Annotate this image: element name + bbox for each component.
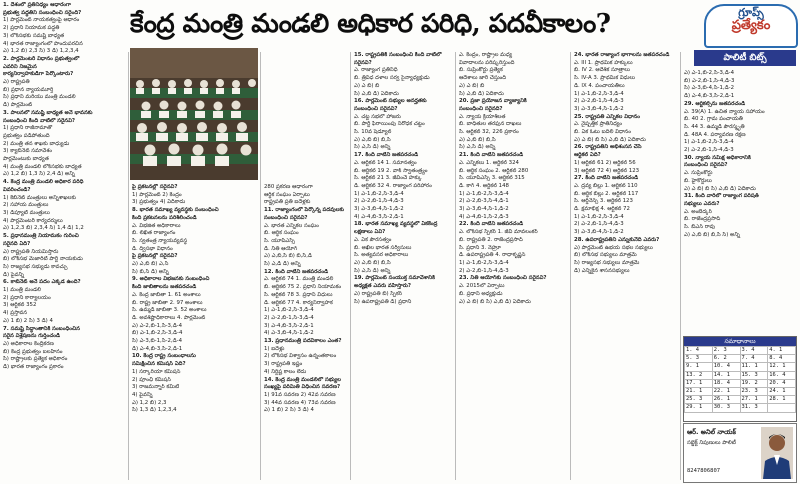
option-text: బి. ఆర్థిక బిల్లు 2. ఆర్టికల్ 117 [574, 190, 639, 197]
option-text: డి. ఉపరాష్ట్రపతి 4. రాధాకృష్ణన్ [459, 252, 526, 259]
option-text: సి. బీఎన్ రావు [684, 224, 715, 231]
question-column-1 [3, 2, 127, 482]
option-text: 1) ఎ-1,బి-2,సి-3,డి-4 [684, 139, 734, 146]
option-text: సి) ఎ,సి డి) అన్నీ [354, 267, 391, 274]
column-divider [350, 52, 351, 480]
option-text: బి. రాజేంద్రప్రసాద్ [684, 216, 721, 223]
question-text: 23. నీతి ఆయోగ్‌కు సంబంధించి సరైనవి? [459, 275, 547, 282]
option-text: బి. ప్రధాని అధ్యక్షుడు [459, 290, 503, 297]
question-text: 11. రాజ్యాంగంలో పేర్కొన్న పదవులకు [264, 207, 345, 214]
option-text: ఎ. న్యాయ క్రియాశీలత [459, 113, 506, 120]
author-box [683, 423, 797, 483]
option-text: 4) ప్రస్తావన [3, 310, 28, 317]
option-text: ఎ. ఎన్నికలు 1. ఆర్టికల్ 324 [459, 159, 519, 166]
option-text: ఎ. ఆర్టికల్ 14 1. సమానత్వం [354, 159, 417, 166]
option-text: ఆదేశాలు జారీ చేస్తుంది [459, 75, 507, 82]
question-text: 4. కేంద్ర మంత్రి మండలి అధికార పరిధి [3, 179, 84, 186]
option-text: బి) కేంద్ర ప్రభుత్వం బలహీనం [3, 348, 63, 355]
question-text: సంబంధించి సరైనది? [459, 105, 503, 112]
question-column-5 [459, 52, 569, 482]
question-text: సరైనవి? [354, 59, 372, 66]
answers-row [685, 347, 796, 355]
answers-box [683, 336, 797, 422]
option-text: బి. సుప్రీంకోర్టు ప్రత్యేక [459, 67, 503, 74]
answer-cell: 16. 4 [768, 371, 796, 379]
answer-cell: 7. 4 [740, 355, 768, 363]
question-text: కింది జాబితాలను జతపరచండి [132, 284, 197, 291]
option-text: 1) 91వ సవరణ 2) 42వ సవరణ [264, 391, 336, 398]
answer-cell: 9. 1 [685, 363, 713, 371]
option-text: ఎ. ఆర్టికల్ 74 1. మంత్రి మండలి [264, 276, 334, 283]
question-column-7 [684, 70, 796, 332]
column-divider [260, 52, 261, 480]
option-text: డి. ద్విసభా విధానం [132, 245, 173, 252]
answer-cell: 24. 1 [768, 388, 796, 396]
option-text: రాష్ట్రపతి ప్రతి ఐదేళ్లకు [264, 199, 311, 206]
page-headline: కేంద్ర మంత్రి మండలి అధికార పరిధి, పదవీకాలం? [130, 9, 611, 39]
option-text: బి) ఎ-1,బి-2,సి-3,డి-4 [132, 330, 183, 337]
option-text: సి. 44 3. ఉమ్మడి పౌరస్మృతి [684, 123, 745, 130]
option-text: బి. ఆర్థిక సంఘం [264, 230, 299, 237]
option-text: సి. ఆర్టికల్ 32, 226 ప్రకారం [459, 129, 519, 136]
option-text: 2) ఎ-2,బి-1,సి-4,డి-3 [354, 198, 404, 205]
option-text: సి. అత్యవసర అధికారాలు [354, 252, 409, 259]
option-text: సి) ఎ,సి డి) అన్నీ [354, 144, 391, 151]
answers-title: సమాధానాలు [684, 337, 796, 346]
answer-cell: 21. 1 [685, 388, 713, 396]
option-text: బి. ఆర్టికల్ 75 2. ప్రధాని నియామకం [264, 284, 342, 291]
option-text: 3) ప్రభుత్వం 4) ఏదీకాదు [132, 199, 186, 206]
answer-cell: 20. 4 [768, 379, 796, 387]
option-text: 3) రాజమన్నార్ కమిటీ [132, 384, 180, 391]
option-text: 1) ఎ-1,బి-2,సి-3,డి-4 [459, 259, 509, 266]
answer-cell: 4. 1 [768, 347, 796, 355]
option-text: ఎ) 1 బి) 2 సి) 3 డి) 4 [264, 407, 314, 414]
option-text: 4) మంత్రి మండలి లోక్‌సభకు బాధ్యత [3, 163, 82, 170]
option-text: 3) క్యాబినెట్ సమావేశం [3, 148, 52, 155]
option-text: డి) ఎన్నికైన శాసనసభ్యులు [574, 267, 630, 274]
question-text: పై ప్రకటనల్లో సరైనవి? [132, 253, 178, 260]
option-text: డి. ఆర్టికల్ 77 4. కార్యనిర్వాహక [264, 299, 333, 306]
option-text: 2) ప్రధాని కార్యాలయం [3, 294, 51, 301]
answer-cell: 14. 1 [712, 371, 740, 379]
question-text: 6. కాబినెట్ అనే పదం ఎక్కడ ఉంది? [3, 279, 81, 286]
option-text: డి. అవశిష్టాధికారాలు 4. పార్లమెంట్ [132, 314, 206, 321]
option-text: 3) ఎ-4,బి-3,సి-2,డి-1 [264, 322, 314, 329]
option-text: బి. బాధితుల తరఫున దాఖలు [459, 121, 522, 128]
answer-cell: 5. 3 [685, 355, 713, 363]
question-text: సంబంధించి సరైనవి? [264, 214, 308, 221]
question-column-6 [574, 52, 679, 482]
option-text: సి. యూపీఎస్సీ [264, 237, 295, 244]
parliament-photo [130, 48, 258, 180]
option-text: సి) ఉపరాష్ట్రపతి డి) ప్రధాని [354, 298, 412, 305]
answer-cell: 26. 1 [712, 396, 740, 404]
option-text: ఎ. రాజ్యాంగ ప్రతినిధి [354, 67, 398, 74]
option-text: బి) ఎ-2,బి-1,సి-4,డి-3 [684, 77, 735, 84]
option-text: 1) పార్లమెంట్ 2) కేంద్రం [132, 191, 182, 198]
question-text: సంఖ్యపై పరిమితి విధించిన సవరణ? [264, 384, 341, 391]
answers-row [685, 404, 796, 412]
option-text: 1) ఎ-1,బి-2,సి-3,డి-4 [354, 190, 404, 197]
option-text: 4) పార్లమెంటరీ కార్యదర్శులు [3, 217, 63, 224]
option-text: సి) రాష్ట్రాలకు ప్రత్యేక అధికారం [3, 356, 68, 363]
question-column-2 [132, 184, 258, 482]
topic-bar: పాలిటీ బిట్స్ [694, 50, 796, 66]
option-text: బి) లోక్‌సభ సభ్యులు మాత్రమే [574, 252, 637, 259]
option-text: బి. లిఖిత రాజ్యాంగం [132, 230, 176, 237]
answer-cell: 27. 1 [740, 396, 768, 404]
option-text: ఎ. సుప్రీంకోర్టు [684, 170, 713, 177]
option-text: 2) సహాయ మంత్రులు [3, 202, 49, 209]
option-text: 1) పార్లమెంట్ నాయకత్వంపై ఆధారం [3, 17, 80, 24]
option-text: 1) ఎ-1,బి-2,సి-3,డి-4 [264, 307, 314, 314]
answer-cell: 12. 1 [768, 363, 796, 371]
option-text: ఎ) ఎ-1,బి-2,సి-3,డి-4 [684, 70, 735, 76]
option-text: వివాదాలను పరిష్కరిస్తుంది [459, 59, 515, 66]
option-text: 3) డిప్యూటీ మంత్రులు [3, 209, 50, 216]
answer-cell: 2. 3 [712, 347, 740, 355]
option-text: 280 ప్రకరణ ఆధారంగా [264, 184, 313, 190]
question-text: 21. కింది వాటిని జతపరచండి [459, 152, 524, 159]
option-text: ఎ. లోక్‌సభ స్పీకర్ 1. జీవీ మావలంకర్ [459, 229, 538, 236]
option-text: సి. 10వ షెడ్యూల్ [354, 129, 392, 136]
option-text: సి. స్వతంత్ర న్యాయవ్యవస్థ [132, 237, 188, 244]
question-text: 28. ఉపరాష్ట్రపతిని ఎన్నుకునేది ఎవరు? [574, 236, 660, 243]
option-text: ఎ. అంబేద్కర్ [684, 208, 712, 215]
option-text: 4) భారత రాజ్యాంగంలో పొందుపరచిన [3, 40, 83, 47]
option-text: సి) ఎ,బి డి) ఏదీకాదు [354, 90, 399, 97]
option-text: బి) ప్రధాన న్యాయమూర్తి [3, 86, 54, 93]
option-text: డి. ఆర్టికల్ 32 4. రాజ్యాంగ పరిహారం [354, 182, 432, 189]
option-text: బి. రాష్ట్ర జాబితా 2. 97 అంశాలు [132, 299, 203, 306]
answer-cell: 1. 4 [685, 347, 713, 355]
option-text: ఎ. కేంద్ర జాబితా 1. 61 అంశాలు [132, 291, 201, 298]
option-text: ఎ) 1,2 బి) 2,3 సి) 3 డి) 1,2,3,4 [3, 48, 79, 55]
question-column-3 [264, 184, 349, 482]
option-text: 3) ఎ-3,బి-4,సి-1,డి-2 [574, 229, 624, 236]
option-text: 2) లోక్‌సభ విశ్వాసం ఉన్నంతకాలం [264, 353, 337, 360]
question-text: పై ప్రకటనల్లో సరైనవి? [132, 184, 178, 190]
option-text: 3) రాష్ట్రపతి ఇష్టం [264, 361, 303, 368]
question-text: 7. సమష్టి సిద్ధాంతానికి సంబంధించిన [3, 325, 80, 332]
option-text: ఎ. ద్రవ్య బిల్లు 1. ఆర్టికల్ 110 [574, 182, 638, 189]
option-text: బి. ఏక ఓటు బదిలీ విధానం [574, 129, 631, 136]
question-text: 12. కింది వాటిని జతపరచండి [264, 268, 329, 275]
option-text: 4) ఎ-4,బి-1,సి-2,డి-3 [459, 213, 509, 220]
question-text: 25. రాష్ట్రపతి ఎన్నికల విధానం [574, 113, 641, 120]
option-text: 4) ఎ-3,బి-4,సి-1,డి-2 [264, 330, 314, 337]
option-text: ఎ. విభజిత అధికారాలు [132, 222, 181, 229]
option-text: 3) ఎ-3,బి-4,సి-1,డి-2 [459, 206, 509, 213]
column-divider [570, 52, 571, 480]
author-role: సబ్జెక్ట్ నిపుణులు పాలిటీ [687, 440, 736, 446]
option-text: 1) సర్కారియా కమిషన్ [132, 368, 181, 375]
answer-cell: 3. 4 [740, 347, 768, 355]
option-text: ఎ) ఎ బి) బి సి) ఎ,బి డి) ఏదీకాదు [574, 136, 646, 143]
option-text: డి. నీతి ఆయోగ్ [264, 245, 298, 252]
option-text: ఎ) ఎ,బి బి) బి,సి [354, 136, 391, 143]
option-text: సి) ప్రధాని మరియు మంత్రి మండలి [3, 94, 76, 101]
option-text: 1) ఎ-1,బి-2,సి-3,డి-4 [574, 90, 624, 97]
option-text: ఎ) పార్లమెంట్ ఉభయ సభల సభ్యులు [574, 244, 653, 251]
question-text: వివరించండి? [3, 186, 31, 193]
option-text: డి) పైవన్నీ [3, 271, 25, 278]
option-text: ఎ) అధికారాల కేంద్రీకరణ [3, 340, 54, 347]
question-text: 15. రాష్ట్రపతికి సంబంధించి కింది వాటిలో [354, 52, 442, 58]
option-text: డి) ఎ-4,బి-3,సి-2,డి-1 [132, 345, 183, 352]
option-text: ఎ) రాష్ట్రపతి బి) స్పీకర్ [354, 290, 403, 297]
answers-row [685, 355, 796, 363]
option-text: 1) ఐదేళ్లు [264, 345, 285, 352]
option-text: డి. 48A 4. పర్యావరణ రక్షణ [684, 131, 746, 138]
question-text: 20. ప్రజా ప్రయోజన వ్యాజ్యానికి [459, 98, 527, 105]
question-text: 17. కింది వాటిని జతపరచండి [354, 152, 419, 159]
option-text: ఎ. కేంద్రం, రాష్ట్రాల మధ్య [459, 52, 513, 58]
option-text: సి. ఆర్డినెన్స్ 3. ఆర్టికల్ 123 [574, 198, 633, 205]
option-text: సి) ఎ-3,బి-1,సి-2,డి-4 [132, 338, 183, 345]
question-text: 5. ప్రధానమంత్రి నియామకం గురించి [3, 233, 79, 240]
answer-cell: 29. 1 [685, 404, 713, 412]
option-text: సి. యూపీఎస్సీ 3. ఆర్టికల్ 315 [459, 175, 525, 182]
option-text: 1) కేబినెట్ మంత్రులు అన్నిశాఖలకు [3, 194, 77, 201]
question-text: 19. పార్లమెంట్ సంయుక్త సమావేశానికి [354, 275, 435, 282]
option-text: ఎ) ఎ,బి బి) బి,సి [354, 259, 391, 266]
option-text: ఎ) ఎ,బి,సి బి) బి,సి,డి [264, 253, 312, 260]
option-text: సి) ఎ,బి డి) ఏదీకాదు [459, 90, 504, 97]
option-text: ఆర్థిక సంఘం ఏర్పాటు [264, 191, 310, 198]
option-text: 2) ఎ-2,బి-1,సి-4,డి-3 [459, 267, 509, 274]
question-text: 24. భారత రాజ్యాంగ భాగాలను జతపరచండి [574, 52, 670, 58]
answers-row [685, 371, 796, 379]
question-text: 9. అధికారాల విభజనకు సంబంధించి [132, 276, 210, 283]
option-text: 2) పూంఛీ కమిషన్ [132, 376, 171, 383]
option-text: సి. IV-A 3. ప్రాథమిక విధులు [574, 75, 636, 82]
option-text: 1) ఎ-1,బి-2,సి-3,డి-4 [574, 213, 624, 220]
option-text: సి) రాజ్యసభ సభ్యులు మాత్రమే [574, 259, 640, 266]
option-text: ఎ. 39(A) 1. ఉచిత న్యాయ సహాయం [684, 108, 765, 115]
question-column-4 [354, 52, 454, 482]
option-text: ఎ) ఎ,బి బి) ఎ,సి [132, 261, 169, 268]
option-text: డి. క్షమాభిక్ష 4. ఆర్టికల్ 72 [574, 206, 630, 213]
answer-cell: 6. 2 [712, 355, 740, 363]
option-text: ఎ) ఎ బి) బి సి) ఎ,బి డి) ఏదీకాదు [684, 185, 756, 192]
answer-cell: 30. 3 [712, 404, 740, 412]
question-text: సంబంధించి సరైనవి? [684, 162, 728, 169]
option-text: సి) బి,సి డి) అన్నీ [132, 268, 169, 275]
option-text: సి) 1,3 డి) 1,2,3,4 [132, 407, 177, 414]
answer-cell: 11. 1 [740, 363, 768, 371]
question-text: 22. కింది వాటిని జతపరచండి [459, 221, 524, 228]
option-text: ఎ) 1 బి) 2 సి) 3 డి) 4 [3, 317, 53, 324]
option-text: 1) మంత్రి మండలి [3, 287, 41, 294]
option-text: 3) ఆర్టికల్ 72 4) ఆర్టికల్ 123 [574, 167, 640, 174]
question-text: కింది ప్రకటనలను పరిశీలించండి [132, 214, 197, 221]
option-text: డి) భారత రాజ్యాంగం ప్రకారం [3, 364, 64, 371]
question-text: సభ్యులు ఎవరు? [684, 200, 720, 207]
option-text: ప్రభుత్వం పడిపోతుంది [3, 132, 50, 139]
option-text: 4) పైవన్నీ [132, 391, 153, 398]
question-text: 2. పార్లమెంటరీ విధానం ప్రభుత్వంలో [3, 55, 80, 62]
option-text: ఎ) ఎ బి) బి [354, 82, 380, 89]
question-text: 1. దేశంలో ప్రతినిధ్యం ఆధారంగా [3, 2, 71, 8]
option-text: 3) ఎ-3,బి-4,సి-1,డి-2 [354, 206, 404, 213]
option-text: డి. IX 4. పంచాయతీలు [574, 82, 625, 89]
question-text: సంబంధించి సరైనవి? [354, 105, 398, 112]
option-text: సి) ఎ,డి డి) అన్నీ [264, 261, 301, 268]
option-text: బి. 40 2. గ్రామ పంచాయతీ [684, 116, 743, 123]
answer-cell: 10. 4 [712, 363, 740, 371]
question-text: అధ్యక్షత ఎవరు వహిస్తారు? [354, 283, 412, 290]
option-text: 4) ఎ-4,బి-3,సి-2,డి-1 [354, 213, 404, 220]
option-text: బి. ఆర్టికల్ 19 2. వాక్ స్వాతంత్ర్యం [354, 167, 428, 174]
question-text: 8. భారత సమాఖ్య వ్యవస్థకు సంబంధించి [132, 207, 219, 214]
question-text: కార్యనిర్వాహకుడిగా పేర్కొంటారు? [3, 71, 74, 78]
answer-cell: 23. 3 [740, 388, 768, 396]
badge-line2: ప్రత్యేకం [731, 18, 771, 33]
option-text: ఎ. చట్ట సభలో హాజరు [354, 113, 401, 120]
option-text: ఎ) 1,2,3 బి) 2,3,4 సి) 1,4 డి) 1,2 [3, 225, 84, 232]
answer-cell: 28. 1 [768, 396, 796, 404]
answers-row [685, 379, 796, 387]
option-text: డి. కాగ్ 4. ఆర్టికల్ 148 [459, 182, 509, 189]
option-text: 3) ఎ-3,బి-4,సి-1,డి-2 [574, 105, 624, 112]
option-text: డి) పార్లమెంట్ [3, 102, 33, 109]
option-text: బి. IV 2. ఆదేశిక సూత్రాలు [574, 67, 630, 74]
question-text: ఎవరిని నిజమైన [3, 63, 37, 70]
question-text: ప్రభుత్వ పద్ధతిని సంబంధించి సరైంది? [3, 9, 82, 16]
option-text: 1) ఆర్టికల్ 61 2) ఆర్టికల్ 56 [574, 159, 636, 166]
option-text: ఎ) ఎ-2,బి-1,సి-3,డి-4 [132, 322, 183, 329]
option-text: 2) ఎ-2,బి-1,సి-4,డి-3 [574, 221, 624, 228]
parliament-photo-illustration [130, 48, 258, 180]
column-divider [128, 52, 129, 480]
option-text: 1) ప్రధాని రాజీనామాతో [3, 125, 53, 132]
option-text: ఎ) ఎ,బి బి) బి,సి సి) అన్నీ [684, 231, 740, 238]
option-text: ఎ) ఎ,బి బి) బి,సి [459, 136, 496, 143]
option-text: డి) ఎ-4,బి-3,సి-2,డి-1 [684, 93, 735, 100]
option-text: ఎ) రాష్ట్రపతి [3, 79, 30, 86]
option-text: సి) రాజ్యసభ సభ్యుడు కావచ్చు [3, 263, 68, 270]
column-divider [680, 52, 681, 480]
option-text: బి. హైకోర్టులు [684, 177, 712, 184]
option-text: ఎ) ఎ బి) బి [459, 82, 485, 89]
answer-cell: 31. 3 [740, 404, 768, 412]
option-text: 2) ఎ-2,బి-1,సి-4,డి-3 [684, 147, 734, 154]
author-portrait-illustration [761, 427, 793, 479]
answers-row [685, 396, 796, 404]
option-text: సి. ఆర్టికల్ 78 3. ప్రధాని విధులు [264, 291, 333, 298]
question-text: సరైనది ఏది? [3, 240, 31, 247]
groups-special-badge [704, 4, 798, 48]
question-text: సంబంధించి కింది వాటిలో సరైనవి? [3, 117, 76, 124]
option-text: సి) ఎ,సి డి) అన్నీ [459, 144, 496, 151]
option-text: ఎ. ఏక పౌరసత్వం [354, 236, 392, 243]
column-divider [455, 52, 456, 480]
question-text: 18. భారత సమాఖ్య వ్యవస్థలో ఏకకేంద్ర [354, 221, 438, 228]
question-text: సరైన విశ్లేషణను గుర్తించండి [3, 333, 61, 340]
answer-cell: 19. 2 [740, 379, 768, 387]
option-text: ఎ. III 1. ప్రాథమిక హక్కులు [574, 59, 633, 66]
option-text: సి. ఆర్టికల్ 21 3. జీవించే హక్కు [354, 175, 422, 182]
option-text: ఎ. నైష్పత్తిక ప్రాతినిధ్యం [574, 121, 622, 128]
option-text: 3) 44వ సవరణ 4) 73వ సవరణ [264, 399, 336, 406]
option-text: బి) లోక్‌సభ మెజారిటీ పార్టీ నాయకుడు [3, 256, 83, 263]
option-text: ఎ) 1,2 బి) 2,3 [132, 399, 167, 406]
answer-cell: 18. 4 [712, 379, 740, 387]
option-text: సి. ఉమ్మడి జాబితా 3. 52 అంశాలు [132, 307, 207, 314]
answer-cell: 17. 1 [685, 379, 713, 387]
question-text: లక్షణాలు ఏవి? [354, 229, 386, 236]
option-text: బి. రాష్ట్రపతి 2. రాజేంద్రప్రసాద్ [459, 236, 523, 243]
option-text: 2) ఎ-2,బి-3,సి-4,డి-1 [459, 198, 509, 205]
option-text: 3) లోక్‌సభకు సమష్టి బాధ్యత [3, 32, 65, 39]
answers-row [685, 388, 796, 396]
answer-cell: 15. 3 [740, 371, 768, 379]
option-text: 4) నిర్దిష్ట కాలం లేదు [264, 368, 307, 375]
option-text: ఎ) ఎ బి) బి సి) ఎ,బి డి) ఏదీకాదు [459, 298, 531, 305]
question-text: 14. కేంద్ర మంత్రి మండలిలో సభ్యుల [264, 376, 341, 383]
question-text: 16. పార్లమెంట్ సభ్యుల అనర్హతకు [354, 98, 427, 105]
option-text: పార్లమెంటుకు బాధ్యత [3, 156, 49, 163]
answer-cell [768, 404, 796, 412]
author-name: ఆర్. అనిల్ నాయక్ [687, 428, 736, 436]
answer-cell: 8. 4 [768, 355, 796, 363]
question-text: 10. కేంద్ర రాష్ట్ర సంబంధాలను [132, 353, 196, 360]
option-text: 3) ఆర్టికల్ 352 [3, 302, 37, 309]
option-text: బి. అఖిల భారత సర్వీసులు [354, 244, 412, 251]
answer-cell: 22. 1 [712, 388, 740, 396]
option-text: ఎ. భారత ఎన్నికల సంఘం [264, 222, 319, 229]
option-text: ఎ. 2015లో ఏర్పాటు [459, 283, 505, 290]
question-text: 27. కింది వాటిని జతపరచండి [574, 175, 639, 182]
option-text: సి) ఎ-3,బి-4,సి-1,డి-2 [684, 85, 735, 92]
question-text: 26. రాష్ట్రపతిని అభిశంసన చేసే [574, 144, 642, 151]
question-text: సమీక్షించిన కమిషన్ ఏది? [132, 361, 186, 368]
question-text: 31. కింది వారిలో రాజ్యాంగ పరిషత్ [684, 193, 759, 200]
answers-table [684, 346, 796, 413]
option-text: సి. ప్రధాని 3. నెహ్రూ [459, 244, 501, 251]
option-text: 1) ఎ-1,బి-2,సి-3,డి-4 [459, 190, 509, 197]
badge-line1: గ్రూప్స్ [738, 6, 764, 19]
option-text: బి. పార్టీ ఫిరాయింపు నిరోధక చట్టం [354, 121, 425, 128]
question-text: 3. పాలనలో సమష్టి బాధ్యత అనే భావనకు [3, 109, 93, 116]
question-text: 29. ఆర్టికల్స్‌ను జతపరచండి [684, 100, 746, 107]
author-photo [761, 427, 793, 479]
answer-cell: 25. 3 [685, 396, 713, 404]
option-text: బి. ఆర్థిక సంఘం 2. ఆర్టికల్ 280 [459, 167, 529, 174]
question-text: 30. న్యాయ సమీక్ష అధికారానికి [684, 154, 751, 161]
question-text: ఆర్టికల్ ఏది? [574, 152, 601, 159]
option-text: 2) మంత్రి తన శాఖకు బాధ్యుడు [3, 140, 70, 147]
option-text: ఎ) రాష్ట్రపతి నియమిస్తారు [3, 248, 59, 255]
option-text: 2) ఎ-2,బి-1,సి-4,డి-3 [574, 98, 624, 105]
author-phone: 8247806807 [687, 468, 721, 474]
option-text: బి. త్రివిధ దళాల సర్వ సైన్యాధ్యక్షుడు [354, 75, 430, 82]
answers-row [685, 363, 796, 371]
option-text: ఎ) 1,2 బి) 1,3 సి) 2,4 డి) అన్నీ [3, 171, 75, 178]
option-text: 2) ప్రధాని నియామక పద్ధతి [3, 25, 60, 32]
question-text: 13. ప్రధానమంత్రి పదవీకాలం ఎంత? [264, 338, 342, 345]
option-text: 2) ఎ-2,బి-1,సి-3,డి-4 [264, 314, 314, 321]
answer-cell: 13. 2 [685, 371, 713, 379]
